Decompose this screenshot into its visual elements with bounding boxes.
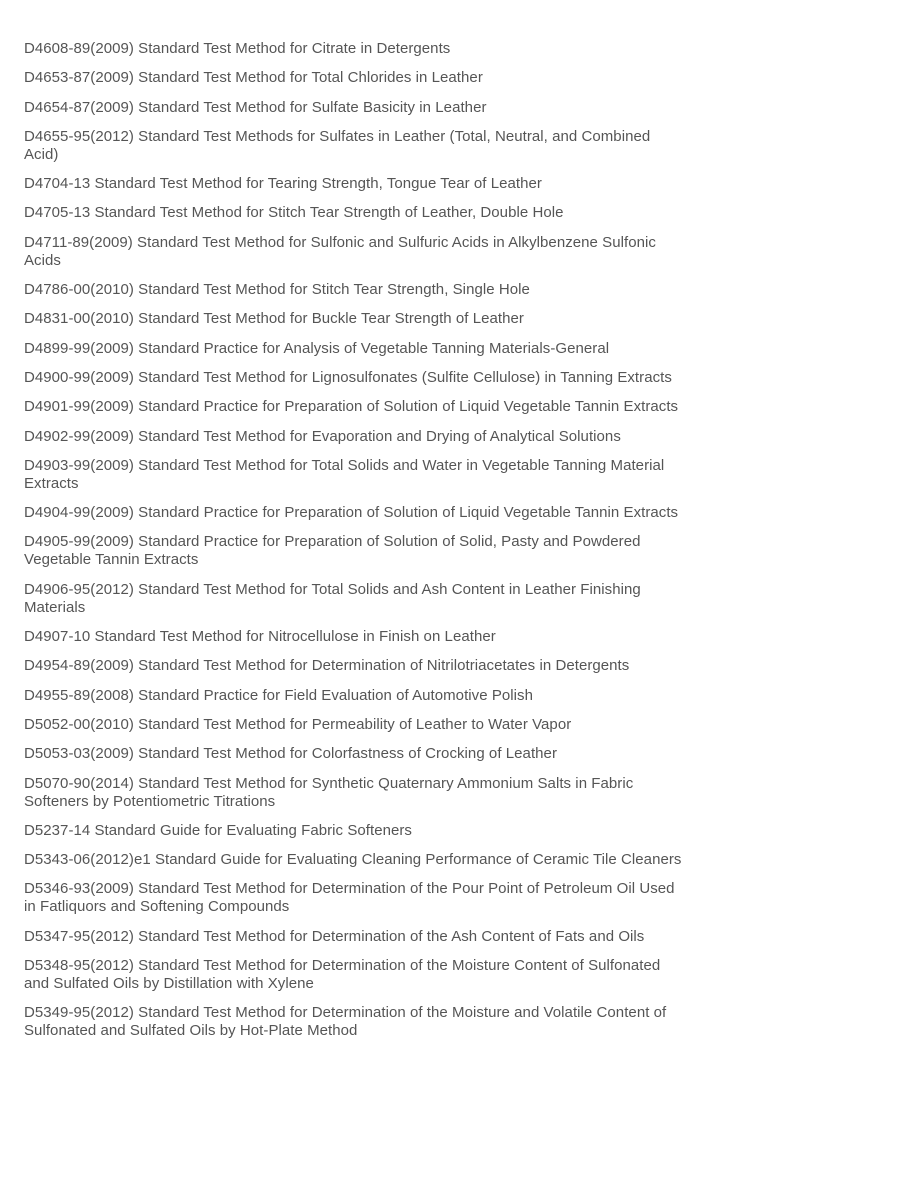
list-item: D5070-90(2014) Standard Test Method for Synthetic Quaternary Ammonium Salts in Fabric Softeners by Potentiometric Titrations <box>24 774 634 810</box>
list-item: D4902-99(2009) Standard Test Method for Evaporation and Drying of Analytical Solutions <box>24 427 621 445</box>
list-item: D4905-99(2009) Standard Practice for Preparation of Solution of Solid, Pasty and Powdered Vegetable Tannin Extracts <box>24 533 641 569</box>
list-item: D4955-89(2008) Standard Practice for Field Evaluation of Automotive Polish <box>24 686 533 704</box>
list-item: D4906-95(2012) Standard Test Method for Total Solids and Ash Content in Leather Finishing Materials <box>24 580 641 616</box>
list-item: D5053-03(2009) Standard Test Method for Colorfastness of Crocking of Leather <box>24 745 557 763</box>
list-item: D4904-99(2009) Standard Practice for Preparation of Solution of Liquid Vegetable Tannin Extracts <box>24 504 679 522</box>
list-item: D5349-95(2012) Standard Test Method for Determination of the Moisture and Volatile Content of Sulfonated and Sulfated Oils by Hot-Plate Method <box>24 1004 667 1040</box>
list-item: D4705-13 Standard Test Method for Stitch Tear Strength of Leather, Double Hole <box>24 204 564 222</box>
list-item: D4831-00(2010) Standard Test Method for Buckle Tear Strength of Leather <box>24 310 524 328</box>
list-item: D5237-14 Standard Guide for Evaluating Fabric Softeners <box>24 821 412 839</box>
list-item: D4899-99(2009) Standard Practice for Analysis of Vegetable Tanning Materials-General <box>24 339 610 357</box>
list-item: D5343-06(2012)e1 Standard Guide for Evaluating Cleaning Performance of Ceramic Tile Cleaners <box>24 851 682 869</box>
list-item: D5346-93(2009) Standard Test Method for Determination of the Pour Point of Petroleum Oil Used in Fatliquors and Softening Compounds <box>24 880 675 916</box>
list-item: D4900-99(2009) Standard Test Method for Lignosulfonates (Sulfite Cellulose) in Tanning Extracts <box>24 368 672 386</box>
list-item: D4901-99(2009) Standard Practice for Preparation of Solution of Liquid Vegetable Tannin Extracts <box>24 398 679 416</box>
list-item: D4903-99(2009) Standard Test Method for Total Solids and Water in Vegetable Tanning Material Extracts <box>24 456 665 492</box>
list-item: D4711-89(2009) Standard Test Method for Sulfonic and Sulfuric Acids in Alkylbenzene Sulfonic Acids <box>24 233 656 269</box>
list-item: D4608-89(2009) Standard Test Method for Citrate in Detergents <box>24 40 451 57</box>
standards-list <box>24 40 684 1052</box>
list-item: D4654-87(2009) Standard Test Method for Sulfate Basicity in Leather <box>24 98 487 116</box>
list-item: D4954-89(2009) Standard Test Method for Determination of Nitrilotriacetates in Detergents <box>24 657 630 675</box>
list-item: D4907-10 Standard Test Method for Nitrocellulose in Finish on Leather <box>24 628 496 646</box>
list-item: D4704-13 Standard Test Method for Tearing Strength, Tongue Tear of Leather <box>24 175 542 193</box>
list-item: D5052-00(2010) Standard Test Method for Permeability of Leather to Water Vapor <box>24 715 572 733</box>
list-item: D4786-00(2010) Standard Test Method for Stitch Tear Strength, Single Hole <box>24 281 530 299</box>
list-item: D4655-95(2012) Standard Test Methods for Sulfates in Leather (Total, Neutral, and Combined Acid) <box>24 127 651 163</box>
list-item: D4653-87(2009) Standard Test Method for Total Chlorides in Leather <box>24 69 483 87</box>
list-item: D5347-95(2012) Standard Test Method for Determination of the Ash Content of Fats and Oils <box>24 927 645 945</box>
list-item: D5348-95(2012) Standard Test Method for Determination of the Moisture Content of Sulfonated and Sulfated Oils by Distillation with Xylene <box>24 957 661 993</box>
